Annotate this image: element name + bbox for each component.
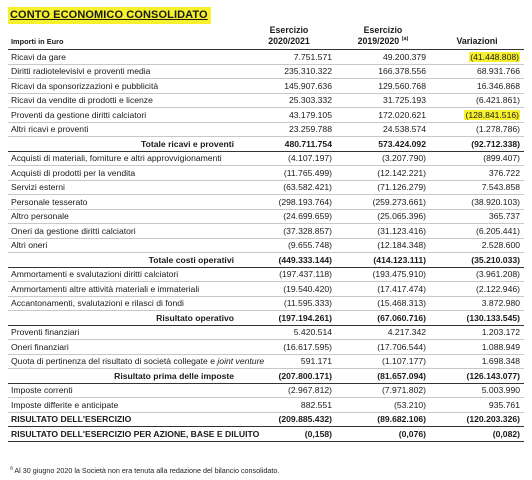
header-col-variazioni: Variazioni	[456, 36, 498, 46]
table-row	[8, 93, 524, 108]
value-variazioni	[430, 296, 524, 311]
row-label	[8, 369, 242, 384]
value-text: 145.907.636	[284, 80, 332, 91]
row-label-text: RISULTATO DELL'ESERCIZIO	[11, 414, 132, 424]
value-text: 25.303.332	[288, 95, 332, 105]
value-text: (92.712.338)	[471, 138, 520, 149]
row-label-text: Imposte correnti	[11, 385, 73, 395]
value-2020-2021	[242, 398, 336, 413]
value-text: 43.179.105	[288, 109, 332, 120]
value-text: 166.378.556	[378, 66, 426, 76]
row-label	[8, 209, 242, 224]
value-variazioni	[430, 325, 524, 340]
value-text: (128.841.516)	[465, 109, 519, 120]
value-text: (259.273.661)	[372, 196, 426, 207]
row-label-text: Acquisti di materiali, forniture e altri approvvigionamenti	[11, 153, 222, 163]
value-text: 16.346.868	[476, 80, 520, 91]
value-2019-2020	[336, 398, 430, 413]
row-label	[8, 79, 242, 94]
value-text: (197.437.118)	[279, 269, 332, 279]
value-2020-2021	[242, 79, 336, 94]
table-row	[8, 108, 524, 123]
table-row	[8, 122, 524, 137]
value-text: 1.088.949	[481, 341, 520, 352]
value-2020-2021	[242, 325, 336, 340]
table-row	[8, 340, 524, 355]
value-variazioni	[430, 253, 524, 268]
value-text: (197.194.261)	[278, 312, 332, 323]
value-text: (89.682.106)	[377, 414, 426, 424]
value-2020-2021	[242, 267, 336, 282]
table-row	[8, 209, 524, 224]
value-2019-2020	[336, 238, 430, 253]
row-label-text: Ricavi da vendite di prodotti e licenze	[11, 95, 153, 105]
value-text: (1.107.177)	[382, 356, 426, 366]
row-label-text: Oneri da gestione diritti calciatori	[11, 225, 136, 236]
value-text: (81.657.094)	[377, 370, 426, 381]
row-label	[8, 282, 242, 297]
value-text: (16.617.595)	[283, 341, 332, 352]
row-label	[8, 398, 242, 413]
value-text: (207.800.171)	[278, 370, 332, 381]
value-text: 935.761	[488, 399, 520, 410]
value-variazioni	[430, 151, 524, 166]
value-2019-2020	[336, 282, 430, 297]
value-2020-2021	[242, 122, 336, 137]
value-text: (0,158)	[304, 428, 332, 439]
row-label-text: Risultato operativo	[156, 312, 234, 323]
value-variazioni	[430, 398, 524, 413]
value-variazioni	[430, 209, 524, 224]
value-variazioni	[430, 79, 524, 94]
value-text: 2.528.600	[481, 240, 520, 250]
value-variazioni	[430, 137, 524, 152]
row-label-text: Accantonamenti, svalutazioni e rilasci di fondi	[11, 298, 184, 308]
value-2019-2020	[336, 166, 430, 181]
value-text: 24.538.574	[382, 124, 426, 134]
row-label-text: Ammortamenti altre attività materiali e immateriali	[11, 283, 200, 294]
value-variazioni	[430, 224, 524, 239]
row-label	[8, 427, 260, 442]
row-label-text: Personale tesserato	[11, 196, 88, 207]
value-2020-2021	[242, 296, 336, 311]
value-text: 1.698.348	[481, 356, 520, 366]
table-row	[8, 195, 524, 210]
value-text: 480.711.754	[284, 138, 332, 149]
row-label-text: Imposte differite e anticipate	[11, 399, 119, 410]
page-title: CONTO ECONOMICO CONSOLIDATO	[8, 7, 211, 24]
value-text: (37.328.857)	[283, 225, 332, 236]
value-2019-2020	[336, 383, 430, 398]
table-row	[8, 224, 524, 239]
value-2020-2021	[242, 238, 336, 253]
header-col1-line2: 2020/2021	[268, 36, 310, 46]
value-text: (41.448.808)	[470, 51, 519, 62]
value-text: (67.060.716)	[377, 312, 426, 323]
value-2020-2021	[242, 282, 336, 297]
value-2020-2021	[242, 180, 336, 195]
value-2020-2021	[242, 253, 336, 268]
value-variazioni	[430, 195, 524, 210]
table-row	[8, 412, 524, 427]
header-col2-sup: (a)	[401, 36, 409, 43]
value-variazioni	[430, 64, 524, 79]
value-2019-2020	[336, 137, 430, 152]
table-row	[8, 427, 524, 442]
value-text: (12.184.348)	[377, 240, 426, 250]
value-2020-2021	[242, 93, 336, 108]
value-variazioni	[430, 354, 524, 369]
value-2019-2020	[336, 93, 430, 108]
value-text: 591.171	[300, 356, 332, 366]
value-2020-2021	[242, 224, 336, 239]
row-label	[8, 166, 242, 181]
row-label	[8, 195, 242, 210]
value-text: (120.203.326)	[466, 414, 520, 424]
row-label-text: Totale ricavi e proventi	[141, 138, 234, 149]
value-text: (71.126.279)	[377, 182, 426, 192]
value-variazioni	[430, 180, 524, 195]
table-row	[8, 354, 524, 369]
value-text: 1.203.172	[481, 327, 520, 337]
value-text: (11.765.499)	[283, 167, 332, 178]
value-2019-2020	[336, 79, 430, 94]
value-2020-2021	[242, 151, 336, 166]
table-row	[8, 325, 524, 340]
value-2020-2021	[242, 50, 336, 65]
table-row	[8, 166, 524, 181]
value-text: (17.417.474)	[377, 283, 426, 294]
value-text: (15.468.313)	[377, 298, 426, 308]
value-text: (63.582.421)	[283, 182, 332, 192]
value-2019-2020	[336, 267, 430, 282]
value-2019-2020	[336, 108, 430, 123]
table-row	[8, 369, 524, 384]
value-2020-2021	[242, 209, 336, 224]
value-2020-2021	[242, 195, 336, 210]
value-text: (3.961.208)	[476, 269, 520, 279]
value-text: (0,082)	[492, 428, 520, 439]
value-text: (6.205.441)	[476, 225, 520, 236]
value-text: (126.143.077)	[466, 370, 520, 381]
value-2019-2020	[336, 325, 430, 340]
header-col-2019-2020	[336, 24, 430, 50]
value-text: 31.725.193	[382, 95, 426, 105]
footnote	[10, 466, 279, 475]
header-col1-line1: Esercizio	[269, 25, 309, 35]
value-text: 365.737	[488, 211, 520, 221]
value-variazioni	[430, 166, 524, 181]
row-label-text: Diritti radiotelevisivi e proventi media	[11, 66, 151, 76]
row-label-text: Acquisti di prodotti per la vendita	[11, 167, 136, 178]
value-2019-2020	[336, 209, 430, 224]
value-variazioni	[430, 311, 524, 326]
value-variazioni	[430, 340, 524, 355]
value-text: (414.123.111)	[373, 254, 426, 265]
value-variazioni	[430, 282, 524, 297]
table-row	[8, 180, 524, 195]
row-label	[8, 224, 242, 239]
table-row	[8, 282, 524, 297]
header-col-2020-2021	[242, 24, 336, 50]
value-text: (0,076)	[398, 428, 426, 439]
value-text: 23.259.788	[288, 124, 332, 134]
table-row	[8, 238, 524, 253]
value-text: (1.278.786)	[476, 124, 520, 134]
value-text: (298.193.764)	[278, 196, 332, 207]
value-2019-2020	[336, 412, 430, 427]
row-label	[8, 325, 242, 340]
table-row	[8, 253, 524, 268]
value-text: 5.420.514	[293, 327, 332, 337]
row-label-text: Altro personale	[11, 211, 69, 221]
value-text: (19.540.420)	[283, 283, 332, 294]
value-variazioni	[430, 427, 524, 442]
table-row	[8, 311, 524, 326]
value-text: (130.133.545)	[466, 312, 520, 323]
row-label	[8, 93, 242, 108]
value-text: (35.210.033)	[471, 254, 520, 265]
row-label-text: Oneri finanziari	[11, 341, 69, 352]
value-text: (899.407)	[483, 153, 520, 163]
value-text: (11.595.333)	[283, 298, 332, 308]
row-label-text: Totale costi operativi	[148, 254, 234, 265]
value-text: 7.751.571	[293, 51, 332, 62]
row-label-text: Ricavi da gare	[11, 51, 66, 62]
row-label	[8, 238, 242, 253]
row-label	[8, 412, 242, 427]
value-2020-2021	[242, 369, 336, 384]
value-2019-2020	[336, 64, 430, 79]
value-text: (17.706.544)	[377, 341, 426, 352]
value-text: (193.475.910)	[372, 269, 426, 279]
value-2020-2021	[242, 412, 336, 427]
value-text: (12.142.221)	[377, 167, 426, 178]
header-label: Importi in Euro	[11, 37, 64, 46]
value-variazioni	[430, 412, 524, 427]
footnote-mark: a	[10, 465, 13, 472]
value-text: 4.217.342	[387, 327, 426, 337]
value-2019-2020	[336, 253, 430, 268]
row-label	[8, 340, 242, 355]
value-text: (38.920.103)	[471, 196, 520, 207]
value-text: 882.551	[300, 399, 332, 410]
value-text: (2.967.812)	[288, 385, 332, 395]
value-2019-2020	[336, 340, 430, 355]
row-label	[8, 311, 242, 326]
value-2020-2021	[242, 64, 336, 79]
row-label	[8, 137, 242, 152]
value-text: (7.971.802)	[382, 385, 426, 395]
table-row	[8, 296, 524, 311]
header-col2-line1: Esercizio	[363, 25, 403, 35]
value-2019-2020	[336, 180, 430, 195]
value-2019-2020	[336, 369, 430, 384]
value-2019-2020	[336, 122, 430, 137]
table-row	[8, 151, 524, 166]
row-label-text: Proventi da gestione diritti calciatori	[11, 109, 147, 120]
table-body	[8, 50, 524, 442]
row-label	[8, 108, 242, 123]
table-row	[8, 137, 524, 152]
row-label	[8, 383, 242, 398]
value-variazioni	[430, 93, 524, 108]
row-label-text: Ammortamenti e svalutazioni diritti calciatori	[11, 269, 179, 279]
row-label	[8, 122, 242, 137]
value-2019-2020	[336, 296, 430, 311]
value-text: (24.699.659)	[283, 211, 332, 221]
row-label	[8, 50, 242, 65]
value-2020-2021	[242, 383, 336, 398]
row-label-text: RISULTATO DELL'ESERCIZIO PER AZIONE, BASE E DILUITO	[11, 428, 260, 439]
value-2020-2021	[242, 108, 336, 123]
footnote-text: Al 30 giugno 2020 la Società non era tenuta alla redazione del bilancio consolidato.	[14, 466, 280, 475]
income-statement-table	[8, 24, 524, 442]
value-text: (53.210)	[393, 399, 426, 410]
value-2019-2020	[336, 427, 430, 442]
value-text: (31.123.416)	[377, 225, 426, 236]
row-label-text: Altri ricavi e proventi	[11, 124, 89, 134]
value-text: 235.310.322	[284, 66, 332, 76]
table-row	[8, 50, 524, 65]
value-text: (6.421.861)	[476, 95, 520, 105]
value-2019-2020	[336, 151, 430, 166]
value-text: (4.107.197)	[288, 153, 332, 163]
value-text: 5.003.990	[481, 385, 520, 395]
row-label-text: Proventi finanziari	[11, 327, 80, 337]
value-text: (9.655.748)	[288, 240, 332, 250]
value-variazioni	[430, 238, 524, 253]
row-label	[8, 296, 242, 311]
value-variazioni	[430, 369, 524, 384]
row-label-text: Servizi esterni	[11, 182, 65, 192]
value-2019-2020	[336, 195, 430, 210]
value-variazioni	[430, 108, 524, 123]
value-text: (25.065.396)	[377, 211, 426, 221]
table-row	[8, 383, 524, 398]
value-text: 7.543.858	[481, 182, 520, 192]
title-wrap	[8, 5, 211, 24]
row-label	[8, 64, 242, 79]
value-2020-2021	[242, 311, 336, 326]
value-text: (2.122.946)	[476, 283, 520, 294]
value-text: (209.885.432)	[278, 414, 332, 424]
value-text: 376.722	[488, 167, 520, 178]
value-text: (3.207.790)	[382, 153, 426, 163]
row-label-text: Ricavi da sponsorizzazioni e pubblicità	[11, 80, 159, 91]
table-row	[8, 267, 524, 282]
table-row	[8, 64, 524, 79]
value-variazioni	[430, 122, 524, 137]
value-2020-2021	[242, 340, 336, 355]
row-label	[8, 267, 242, 282]
value-text: 172.020.621	[378, 109, 426, 120]
value-2019-2020	[336, 224, 430, 239]
table-row	[8, 79, 524, 94]
value-2019-2020	[336, 50, 430, 65]
value-text: 49.200.379	[382, 51, 426, 62]
row-label	[8, 354, 265, 369]
header-row	[8, 24, 524, 50]
value-variazioni	[430, 50, 524, 65]
value-variazioni	[430, 267, 524, 282]
value-text: 573.424.092	[378, 138, 426, 149]
row-label	[8, 151, 242, 166]
value-text: 129.560.768	[378, 80, 426, 91]
value-2020-2021	[242, 137, 336, 152]
row-label	[8, 180, 242, 195]
value-variazioni	[430, 383, 524, 398]
table-row	[8, 398, 524, 413]
row-label-emphasis: joint venture	[217, 356, 265, 366]
row-label-text: Risultato prima delle imposte	[114, 370, 234, 381]
row-label-text: Altri oneri	[11, 240, 48, 250]
value-2020-2021	[242, 166, 336, 181]
row-label	[8, 253, 242, 268]
value-text: 68.931.766	[476, 66, 520, 76]
row-label-text: Quota di pertinenza del risultato di società collegate e	[11, 356, 218, 366]
value-text: (449.333.144)	[278, 254, 332, 265]
value-text: 3.872.980	[481, 298, 520, 308]
value-2019-2020	[336, 311, 430, 326]
value-2019-2020	[336, 354, 430, 369]
header-col2-line2: 2019/2020	[357, 36, 400, 46]
